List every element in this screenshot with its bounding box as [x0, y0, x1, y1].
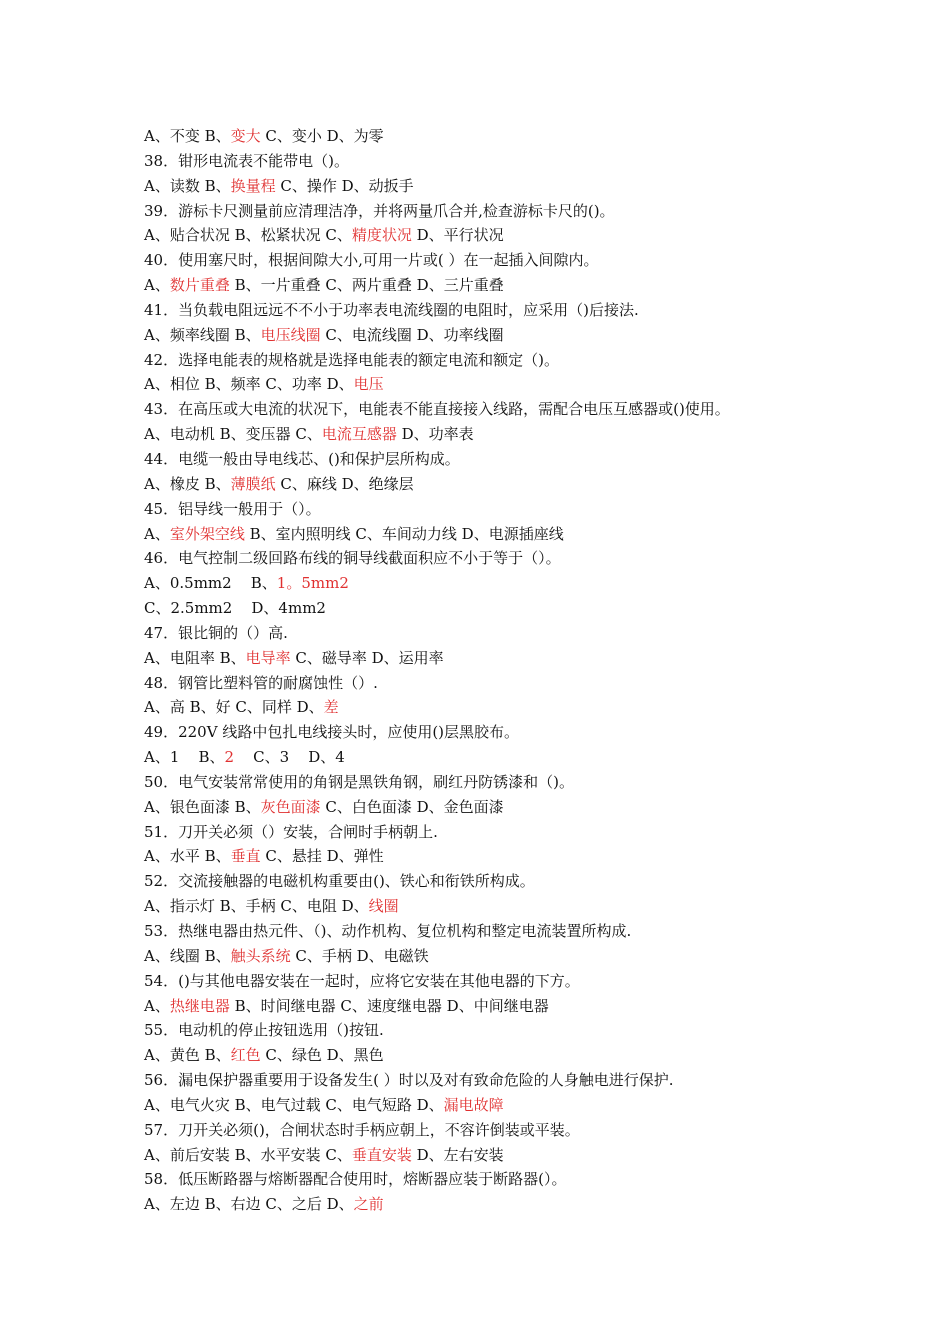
line-text: 38．钳形电流表不能带电（)。: [144, 151, 349, 170]
line-text: C、手柄 D、电磁铁: [290, 946, 429, 965]
options-line: [144, 323, 844, 348]
line-text: 55．电动机的停止按钮选用（)按钮.: [144, 1021, 384, 1040]
answer-highlight: 数片重叠: [169, 276, 230, 295]
line-text: B、室内照明线 C、车间动力线 D、电源插座线: [244, 524, 564, 543]
options-line: [144, 273, 844, 298]
line-text: 40．使用塞尺时，根据间隙大小,可用一片或( ）在一起插入间隙内。: [144, 251, 599, 270]
line-text: 42．选择电能表的规格就是选择电能表的额定电流和额定（)。: [144, 350, 559, 369]
question-line: [144, 621, 844, 646]
answer-highlight: 漏电故障: [443, 1095, 504, 1114]
answer-highlight: 电导率: [245, 648, 291, 667]
question-line: [144, 1068, 844, 1093]
question-line: [144, 869, 844, 894]
options-line: [144, 522, 844, 547]
line-text: 54．()与其他电器安装在一起时，应将它安装在其他电器的下方。: [144, 971, 580, 990]
question-list: [144, 124, 844, 1217]
answer-highlight: 换量程: [230, 176, 276, 195]
question-line: [144, 1167, 844, 1192]
question-line: [144, 671, 844, 696]
options-line: [144, 372, 844, 397]
line-text: C、绿色 D、黑色: [260, 1046, 384, 1065]
options-line: [144, 745, 844, 770]
answer-highlight: 垂直: [230, 847, 261, 866]
line-text: A、左边 B、右边 C、之后 D、: [144, 1195, 354, 1214]
line-text: 49．220V 线路中包扎电线接头时，应使用()层黑胶布。: [144, 723, 520, 742]
line-text: A、读数 B、: [144, 176, 231, 195]
line-text: A、: [144, 524, 170, 543]
line-text: A、1 B、: [144, 748, 225, 767]
line-text: C、3 D、4: [234, 748, 345, 767]
answer-highlight: 精度状况: [351, 226, 412, 245]
options-line: [144, 596, 844, 621]
line-text: A、前后安装 B、水平安装 C、: [144, 1145, 352, 1164]
question-line: [144, 149, 844, 174]
question-line: [144, 298, 844, 323]
line-text: 44．电缆一般由导电线芯、()和保护层所构成。: [144, 449, 460, 468]
line-text: A、高 B、好 C、同样 D、: [144, 698, 324, 717]
options-line: [144, 1192, 844, 1217]
line-text: A、电阻率 B、: [144, 648, 246, 667]
line-text: A、频率线圈 B、: [144, 325, 261, 344]
line-text: C、2.5mm2 D、4mm2: [144, 599, 326, 618]
question-line: [144, 1118, 844, 1143]
line-text: 43．在高压或大电流的状况下，电能表不能直接接入线路，需配合电压互感器或()使用。: [144, 400, 730, 419]
options-line: [144, 1043, 844, 1068]
options-line: [144, 571, 844, 596]
answer-highlight: 之前: [353, 1195, 384, 1214]
answer-highlight: 电流互感器: [321, 425, 397, 444]
line-text: C、磁导率 D、运用率: [290, 648, 444, 667]
options-line: [144, 472, 844, 497]
line-text: C、操作 D、动扳手: [275, 176, 414, 195]
options-line: [144, 844, 844, 869]
line-text: 45．铝导线一般用于（）。: [144, 499, 321, 518]
line-text: 47．银比铜的（）高.: [144, 623, 288, 642]
question-line: [144, 248, 844, 273]
answer-highlight: 垂直安装: [351, 1145, 412, 1164]
line-text: B、时间继电器 C、速度继电器 D、中间继电器: [229, 996, 549, 1015]
line-text: A、贴合状况 B、松紧状况 C、: [144, 226, 352, 245]
options-line: [144, 944, 844, 969]
line-text: A、相位 B、频率 C、功率 D、: [144, 375, 354, 394]
line-text: A、: [144, 996, 170, 1015]
options-line: [144, 695, 844, 720]
line-text: C、白色面漆 D、金色面漆: [320, 797, 504, 816]
line-text: A、银色面漆 B、: [144, 797, 261, 816]
question-line: [144, 820, 844, 845]
question-line: [144, 497, 844, 522]
line-text: 46．电气控制二级回路布线的铜导线截面积应不小于等于（）。: [144, 549, 561, 568]
line-text: 41．当负载电阻远远不不小于功率表电流线圈的电阻时，应采用（)后接法.: [144, 300, 639, 319]
options-line: [144, 174, 844, 199]
answer-highlight: 1。5mm2: [276, 574, 349, 593]
line-text: A、黄色 B、: [144, 1046, 231, 1065]
line-text: B、一片重叠 C、两片重叠 D、三片重叠: [229, 276, 504, 295]
answer-highlight: 差: [323, 698, 339, 717]
options-line: [144, 1093, 844, 1118]
options-line: [144, 223, 844, 248]
line-text: A、电动机 B、变压器 C、: [144, 425, 322, 444]
line-text: C、悬挂 D、弹性: [260, 847, 384, 866]
line-text: 57．刀开关必须()，合闸状态时手柄应朝上，不容许倒装或平装。: [144, 1120, 580, 1139]
answer-highlight: 线圈: [368, 897, 399, 916]
line-text: 58．低压断路器与熔断器配合使用时，熔断器应装于断路器(）。: [144, 1170, 567, 1189]
line-text: D、左右安装: [411, 1145, 504, 1164]
answer-highlight: 2: [224, 748, 235, 767]
line-text: A、橡皮 B、: [144, 474, 231, 493]
answer-highlight: 薄膜纸: [230, 474, 276, 493]
line-text: 50．电气安装常常使用的角钢是黑铁角钢，刷红丹防锈漆和（)。: [144, 772, 574, 791]
line-text: A、: [144, 276, 170, 295]
answer-highlight: 触头系统: [230, 946, 291, 965]
question-line: [144, 348, 844, 373]
line-text: A、指示灯 B、手柄 C、电阻 D、: [144, 897, 369, 916]
line-text: C、麻线 D、绝缘层: [275, 474, 414, 493]
question-line: [144, 1018, 844, 1043]
line-text: A、不变 B、: [144, 127, 231, 145]
options-line: [144, 646, 844, 671]
answer-highlight: 热继电器: [169, 996, 230, 1015]
answer-highlight: 室外架空线: [169, 524, 245, 543]
options-line: [144, 1143, 844, 1168]
line-text: 56．漏电保护器重要用于设备发生( ）时以及对有致命危险的人身触电进行保护.: [144, 1071, 674, 1090]
answer-highlight: 变大: [230, 127, 261, 145]
answer-highlight: 灰色面漆: [260, 797, 321, 816]
line-text: D、平行状况: [411, 226, 504, 245]
question-line: [144, 919, 844, 944]
options-line: [144, 422, 844, 447]
answer-highlight: 红色: [230, 1046, 261, 1065]
line-text: C、变小 D、为零: [260, 127, 384, 145]
options-line: [144, 124, 844, 149]
line-text: A、电气火灾 B、电气过载 C、电气短路 D、: [144, 1095, 444, 1114]
answer-highlight: 电压线圈: [260, 325, 321, 344]
options-line: [144, 894, 844, 919]
line-text: C、电流线圈 D、功率线圈: [320, 325, 504, 344]
question-line: [144, 199, 844, 224]
question-line: [144, 969, 844, 994]
options-line: [144, 795, 844, 820]
line-text: 52．交流接触器的电磁机构重要由()、铁心和衔铁所构成。: [144, 872, 535, 891]
question-line: [144, 770, 844, 795]
line-text: A、水平 B、: [144, 847, 231, 866]
question-line: [144, 447, 844, 472]
line-text: A、0.5mm2 B、: [144, 574, 277, 593]
line-text: A、线圈 B、: [144, 946, 231, 965]
line-text: 39．游标卡尺测量前应清理洁净，并将两量爪合并,检查游标卡尺的()。: [144, 201, 615, 220]
answer-highlight: 电压: [353, 375, 384, 394]
line-text: D、功率表: [396, 425, 474, 444]
line-text: 51．刀开关必须（）安装，合闸时手柄朝上.: [144, 822, 438, 841]
question-line: [144, 397, 844, 422]
options-line: [144, 994, 844, 1019]
line-text: 53．热继电器由热元件、（)、动作机构、复位机构和整定电流装置所构成.: [144, 922, 632, 940]
line-text: 48．钢管比塑料管的耐腐蚀性（）.: [144, 673, 378, 692]
question-line: [144, 546, 844, 571]
question-line: [144, 720, 844, 745]
